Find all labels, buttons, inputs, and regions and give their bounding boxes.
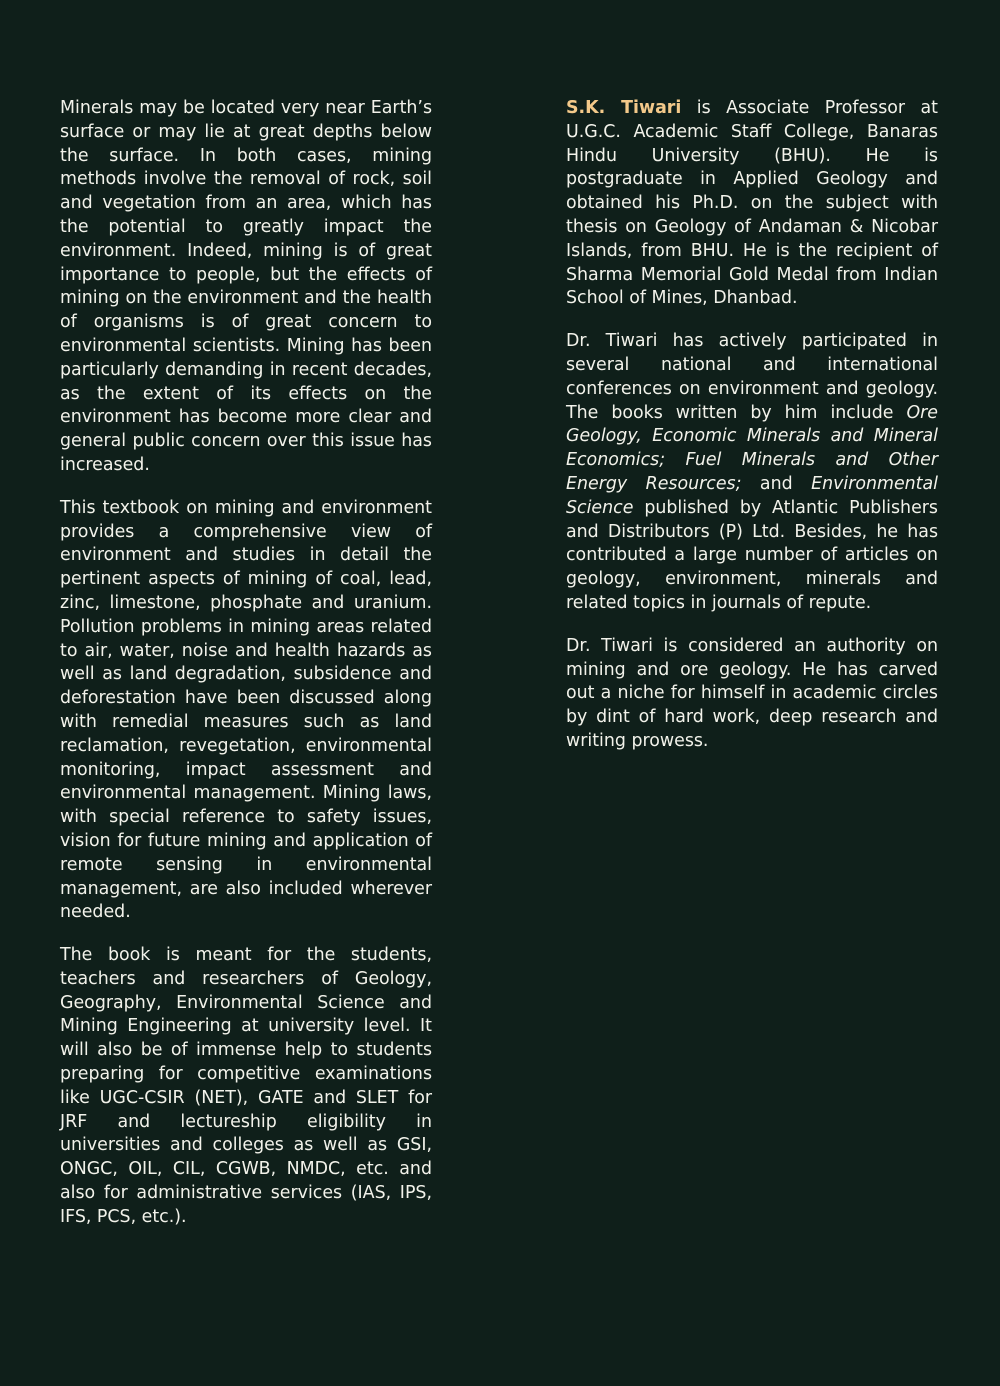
author-authority-paragraph: Dr. Tiwari is considered an authority on mining and ore geology. He has carved out a niche for himself in academic circles by dint of hard work, deep research and writing prowess. [566,635,938,751]
intro-paragraph: Minerals may be located very near Earth’s surface or may lie at great depths below the surface. In both cases, mining methods involve the removal of rock, soil and vegetation from an area, which has the potential to greatly impact the environment. Indeed, mining is of great importance to people, but the effects of mining on the environment and the health of organisms is of great concern to environmental scientists. Mining has been particularly demanding in recent decades, as the extent of its effects on the environment has become more clear and general public concern over this issue has increased. [60,98,432,475]
author-works-intro: Dr. Tiwari has actively participated in several national and international conferences on environment and geology. The books written by him include [566,331,938,423]
author-bio-text: is Associate Professor at U.G.C. Academic Staff College, Banaras Hindu University (BHU). He is postgraduate in Applied Geology and obtained his Ph.D. on the subject with thesis on Geology of Andaman & Nicobar Islands, from BHU. He is the recipient of Sharma Memorial Gold Medal from Indian School of Mines, Dhanbad. [566,98,938,309]
author-works-paragraph [566,330,938,616]
author-bio-paragraph [566,97,938,311]
author-works-and: and [741,473,812,494]
right-column [566,97,938,773]
book-titles-2: Environmental Science [566,473,938,518]
audience-paragraph: The book is meant for the students, teachers and researchers of Geology, Geography, Environmental Science and Mining Engineering at university level. It will also be of immense help to students preparing for competitive examinations like UGC-CSIR (NET), GATE and SLET for JRF and lectureship eligibility in universities and colleges as well as GSI, ONGC, OIL, CIL, CGWB, NMDC, etc. and also for administrative services (IAS, IPS, IFS, PCS, etc.). [60,945,432,1227]
author-works-end: published by Atlantic Publishers and Distributors (P) Ltd. Besides, he has contributed a large number of articles on geology, environment, minerals and related topics in journals of repute. [566,497,938,613]
textbook-description-paragraph: This textbook on mining and environment provides a comprehensive view of environment and studies in detail the pertinent aspects of mining of coal, lead, zinc, limestone, phosphate and uranium. Pollution problems in mining areas related to air, water, noise and health hazards as well as land degradation, subsidence and deforestation have been discussed along with remedial measures such as land reclamation, revegetation, environmental monitoring, impact assessment and environmental management. Mining laws, with special reference to safety issues, vision for future mining and application of remote sensing in environmental management, are also included wherever needed. [60,497,432,923]
book-titles-1: Ore Geology, Economic Minerals and Mineral Economics; Fuel Minerals and Other Energy Resources; [566,402,938,494]
author-name: S.K. Tiwari [566,98,682,118]
left-column [60,97,432,1249]
